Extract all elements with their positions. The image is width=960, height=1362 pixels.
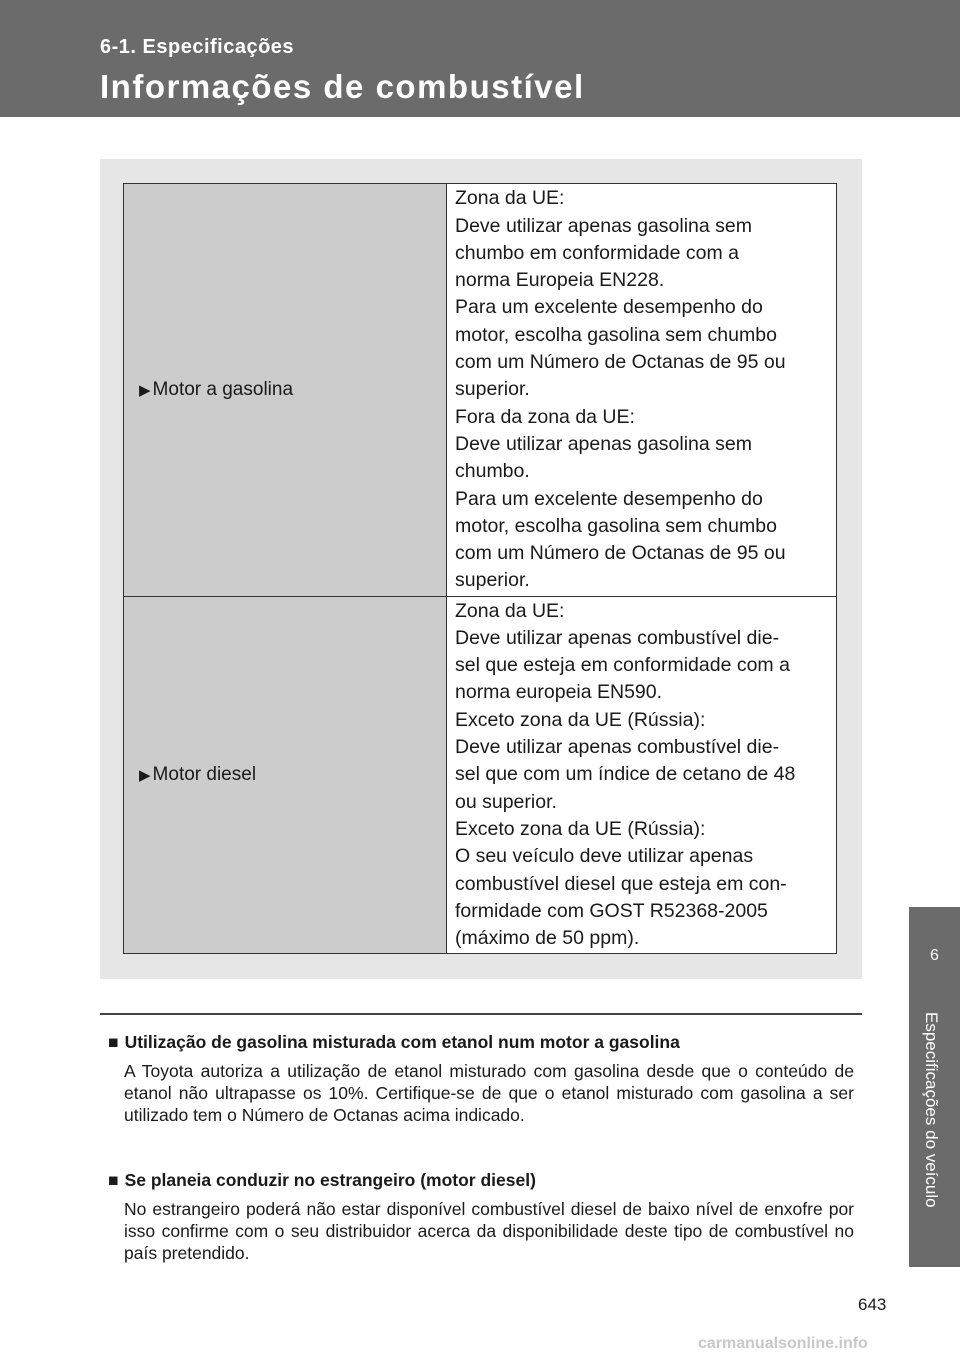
spec-line: Zona da UE:	[455, 599, 565, 622]
row-label: Motor diesel	[152, 764, 257, 785]
spec-line: norma Europeia EN228.	[455, 269, 665, 292]
spec-line: sel que esteja em conformidade com a	[455, 654, 790, 677]
spec-line: superior.	[455, 569, 530, 592]
note-ethanol	[108, 1030, 854, 1126]
spec-line: Fora da zona da UE:	[455, 405, 635, 428]
chapter-number: 6	[930, 947, 939, 964]
note-heading	[108, 1168, 854, 1192]
spec-line: O seu veículo deve utilizar apenas	[455, 845, 754, 868]
spec-line: chumbo.	[455, 460, 530, 483]
spec-line: motor, escolha gasolina sem chumbo	[455, 514, 777, 537]
spec-line: com um Número de Octanas de 95 ou	[455, 542, 786, 565]
triangle-right-icon: ▶	[139, 382, 151, 399]
spec-line: Deve utilizar apenas gasolina sem	[455, 214, 752, 237]
row-label: Motor a gasolina	[152, 379, 294, 400]
spec-line: Deve utilizar apenas combustível die-	[455, 626, 780, 649]
spec-line: Zona da UE:	[455, 187, 565, 210]
spec-line: sel que com um índice de cetano de 48	[455, 763, 796, 786]
spec-line: com um Número de Octanas de 95 ou	[455, 351, 786, 374]
table-row	[124, 597, 837, 954]
note-heading-text: Se planeia conduzir no estrangeiro (motor diesel)	[124, 1170, 536, 1190]
spec-line: formidade com GOST R52368-2005	[455, 899, 768, 922]
note-body: No estrangeiro poderá não estar disponível combustível diesel de baixo nível de enxofre por isso confirme com o seu distribuidor acerca da disponibilidade deste tipo de combustível no país pretendido.	[124, 1199, 854, 1263]
note-heading	[108, 1030, 854, 1054]
spec-line: Deve utilizar apenas gasolina sem	[455, 432, 752, 455]
spec-line: (máximo de 50 ppm).	[455, 927, 640, 950]
fuel-spec-table	[123, 183, 837, 954]
note-abroad	[108, 1168, 854, 1264]
watermark: carmanualsonline.info	[698, 1335, 868, 1352]
table-row	[124, 184, 837, 597]
page-number: 643	[858, 1295, 887, 1314]
chapter-side-tab	[909, 907, 960, 1267]
square-bullet-icon: ■	[108, 1032, 119, 1052]
note-body: A Toyota autoriza a utilização de etanol misturado com gasolina desde que o conteúdo de etanol não ultrapasse os 10%. Certifique-se de que o etanol misturado com gasolina a ser utilizado tem o Número de Octanas acima indicado.	[124, 1061, 854, 1125]
page-header	[0, 0, 960, 117]
triangle-right-icon: ▶	[139, 767, 151, 784]
label-cell-gasoline	[124, 184, 447, 597]
spec-line: chumbo em conformidade com a	[455, 241, 739, 264]
page-title: Informações de combustível	[100, 68, 585, 105]
section-heading: 6-1. Especificações	[100, 36, 295, 58]
note-heading-text: Utilização de gasolina misturada com etanol num motor a gasolina	[124, 1032, 680, 1052]
text-cell-diesel	[447, 597, 837, 954]
chapter-label: Especificações do veículo	[922, 1012, 941, 1208]
spec-line: motor, escolha gasolina sem chumbo	[455, 323, 777, 346]
fuel-spec-panel	[100, 159, 862, 979]
spec-line: combustível diesel que esteja em con-	[455, 872, 787, 895]
spec-line: Para um excelente desempenho do	[455, 487, 763, 510]
spec-line: Deve utilizar apenas combustível die-	[455, 736, 780, 759]
spec-line: Exceto zona da UE (Rússia):	[455, 708, 706, 731]
square-bullet-icon: ■	[108, 1170, 119, 1190]
section-divider	[100, 1013, 862, 1015]
spec-line: norma europeia EN590.	[455, 681, 663, 704]
spec-line: Exceto zona da UE (Rússia):	[455, 817, 706, 840]
text-cell-gasoline	[447, 184, 837, 597]
label-cell-diesel	[124, 597, 447, 954]
spec-line: superior.	[455, 378, 530, 401]
spec-line: Para um excelente desempenho do	[455, 296, 763, 319]
spec-line: ou superior.	[455, 790, 557, 813]
